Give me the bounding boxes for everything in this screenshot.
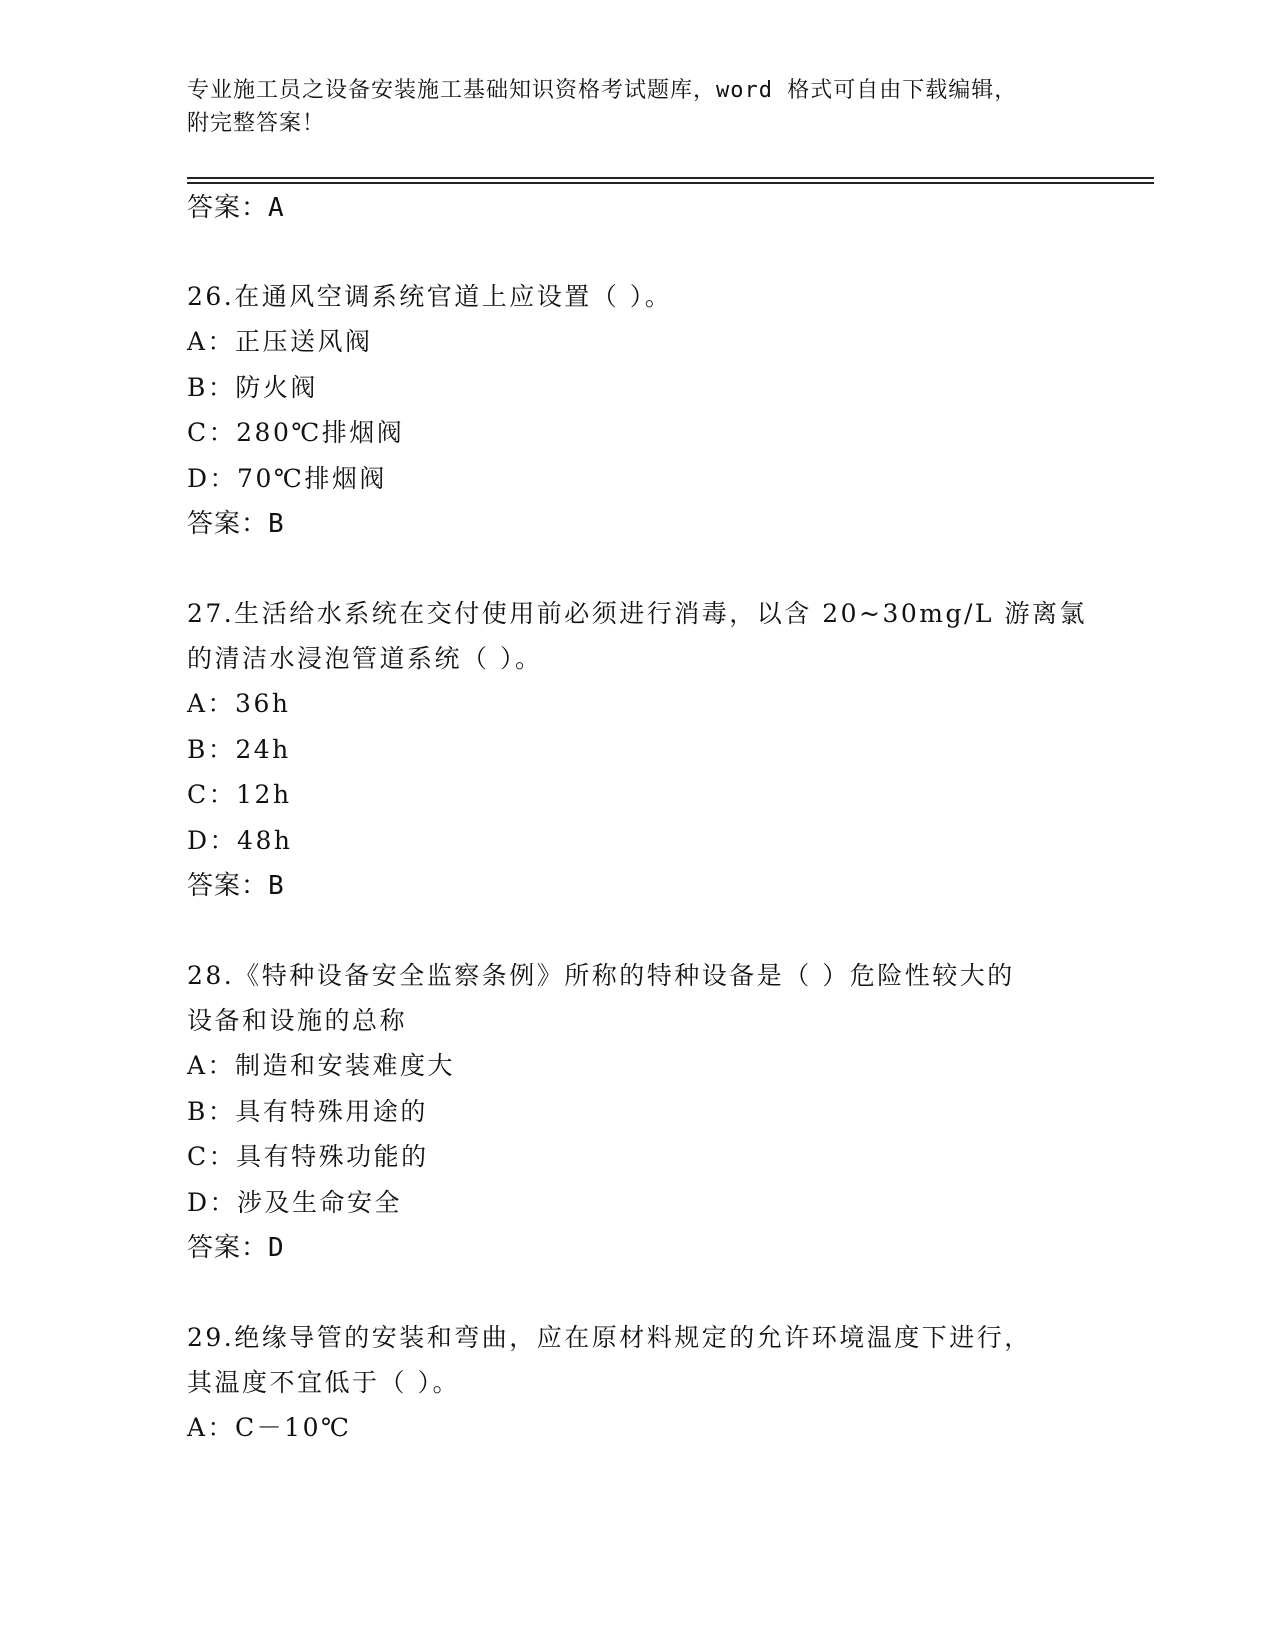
header-line-1: 专业施工员之设备安装施工基础知识资格考试题库，word 格式可自由下载编辑， bbox=[187, 78, 1018, 103]
option-c: C：12h bbox=[187, 780, 292, 809]
question-stem-continued: 设备和设施的总称 bbox=[187, 1006, 408, 1035]
option-a: A：制造和安装难度大 bbox=[187, 1051, 456, 1080]
header-note bbox=[187, 74, 1087, 140]
answer-line: 答案：B bbox=[187, 509, 285, 539]
option-b: B：具有特殊用途的 bbox=[187, 1096, 428, 1126]
option-c: C：280℃排烟阀 bbox=[187, 418, 405, 447]
spacer bbox=[187, 230, 1107, 274]
question-stem: 26.在通风空调系统官道上应设置（ ）。 bbox=[187, 282, 673, 311]
header-line-2: 附完整答案！ bbox=[187, 111, 326, 136]
option-d: D：70℃排烟阀 bbox=[187, 463, 387, 493]
option-a: A：正压送风阀 bbox=[187, 327, 373, 356]
question-stem: 27.生活给水系统在交付使用前必须进行消毒，以含 20~30mg/L 游离氯 bbox=[187, 599, 1087, 628]
answer-line: 答案：B bbox=[187, 871, 285, 901]
question-stem-continued: 的清洁水浸泡管道系统（ ）。 bbox=[187, 644, 543, 673]
question-stem: 29.绝缘导管的安装和弯曲，应在原材料规定的允许环境温度下进行， bbox=[187, 1323, 1032, 1352]
option-d: D：涉及生命安全 bbox=[187, 1187, 403, 1217]
question-26 bbox=[187, 274, 1107, 547]
header-divider-top bbox=[187, 177, 1154, 179]
answer-line: 答案：A bbox=[187, 193, 285, 223]
question-stem: 28.《特种设备安全监察条例》所称的特种设备是（ ）危险性较大的 bbox=[187, 961, 1015, 990]
option-d: D：48h bbox=[187, 825, 293, 855]
question-29 bbox=[187, 1315, 1107, 1451]
question-stem-continued: 其温度不宜低于（ ）。 bbox=[187, 1368, 460, 1397]
spacer bbox=[187, 909, 1107, 953]
spacer bbox=[187, 547, 1107, 591]
spacer bbox=[187, 1271, 1107, 1315]
question-27 bbox=[187, 591, 1107, 909]
answer-line: 答案：D bbox=[187, 1233, 285, 1263]
option-a: A：C－10℃ bbox=[187, 1413, 352, 1442]
question-list bbox=[187, 186, 1107, 1451]
option-c: C：具有特殊功能的 bbox=[187, 1142, 429, 1171]
option-a: A：36h bbox=[187, 689, 291, 718]
option-b: B：防火阀 bbox=[187, 372, 318, 402]
option-b: B：24h bbox=[187, 734, 291, 764]
question-28 bbox=[187, 953, 1107, 1271]
header-divider-bottom bbox=[187, 182, 1154, 184]
